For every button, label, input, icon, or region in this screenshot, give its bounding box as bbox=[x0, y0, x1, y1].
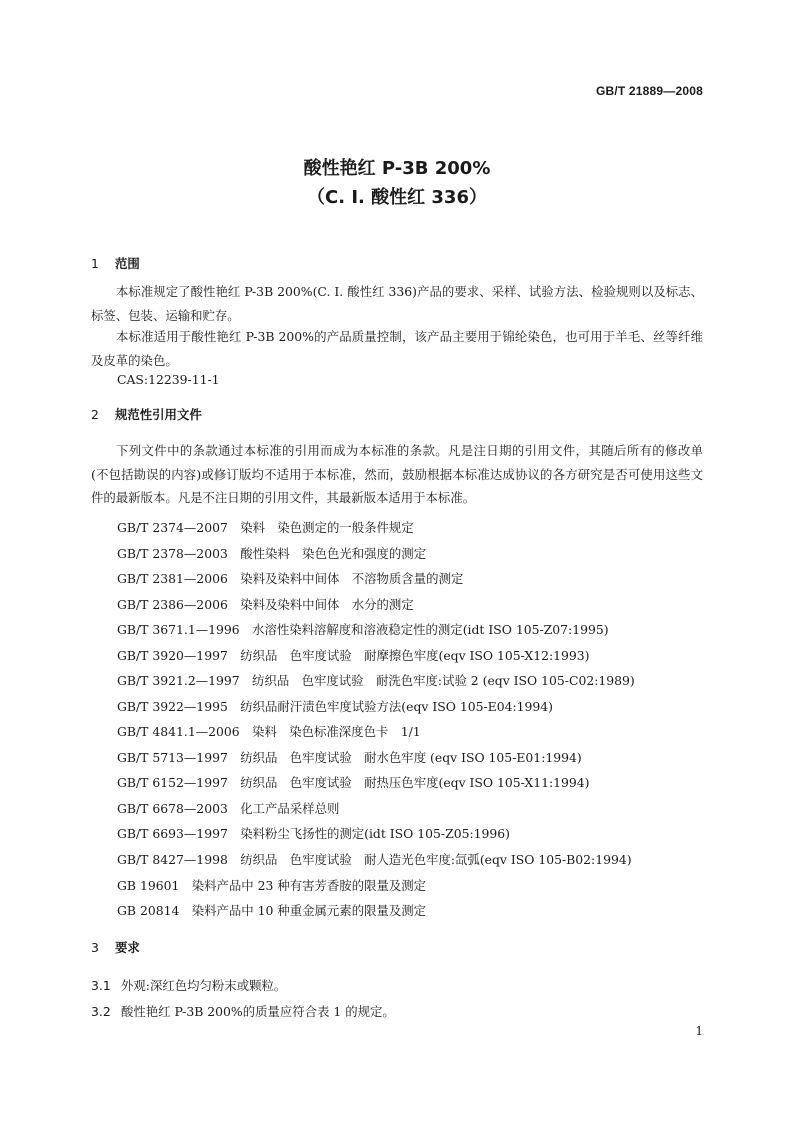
standard-number: GB/T 21889—2008 bbox=[595, 84, 703, 98]
document-subtitle: （C. I. 酸性红 336） bbox=[307, 187, 487, 208]
subclause-number: 3.2 bbox=[91, 1004, 111, 1019]
reference-item: GB/T 3671.1—1996 水溶性染料溶解度和溶液稳定性的测定(idt ISO 105-Z07:1995) bbox=[117, 622, 609, 637]
section-title: 规范性引用文件 bbox=[115, 407, 202, 422]
document-title: 酸性艳红 P-3B 200% bbox=[303, 158, 491, 179]
scope-paragraph-2: 本标准适用于酸性艳红 P-3B 200%的产品质量控制，该产品主要用于锦纶染色，也可用于羊毛、丝等纤维及皮革的染色。 bbox=[91, 329, 703, 368]
subclause-appearance bbox=[91, 976, 286, 994]
section-heading-scope bbox=[91, 254, 140, 272]
reference-item: GB/T 3922—1995 纺织品耐汗渍色牢度试验方法(eqv ISO 105-E04:1994) bbox=[117, 699, 554, 714]
reference-item: GB/T 6678—2003 化工产品采样总则 bbox=[117, 801, 340, 816]
references-intro: 下列文件中的条款通过本标准的引用而成为本标准的条款。凡是注日期的引用文件，其随后所有的修改单(不包括勘误的内容)或修订版均不适用于本标准，然而，鼓励根据本标准达成协议的各方研究是否可使用这些文件的最新版本。凡是不注日期的引用文件，其最新版本适用于本标准。 bbox=[91, 443, 703, 505]
subclause-text: 外观:深红色均匀粉末或颗粒。 bbox=[121, 978, 287, 993]
cas-number: CAS:12239-11-1 bbox=[117, 372, 220, 387]
reference-item: GB/T 8427—1998 纺织品 色牢度试验 耐人造光色牢度:氙弧(eqv ISO 105-B02:1994) bbox=[117, 852, 632, 867]
page-number: 1 bbox=[695, 1024, 703, 1038]
section-number: 1 bbox=[91, 256, 99, 271]
reference-item: GB/T 6693—1997 染料粉尘飞扬性的测定(idt ISO 105-Z05:1996) bbox=[117, 826, 511, 841]
reference-item: GB 19601 染料产品中 23 种有害芳香胺的限量及测定 bbox=[117, 878, 427, 893]
subclause-quality bbox=[91, 1002, 395, 1020]
reference-item: GB/T 6152—1997 纺织品 色牢度试验 耐热压色牢度(eqv ISO 105-X11:1994) bbox=[117, 775, 590, 790]
subclause-number: 3.1 bbox=[91, 978, 111, 993]
reference-item: GB/T 5713—1997 纺织品 色牢度试验 耐水色牢度 (eqv ISO 105-E01:1994) bbox=[117, 750, 582, 765]
section-title: 要求 bbox=[115, 940, 140, 955]
section-heading-normative-references bbox=[91, 405, 202, 423]
reference-item: GB/T 4841.1—2006 染料 染色标准深度色卡 1/1 bbox=[117, 724, 421, 739]
reference-item: GB 20814 染料产品中 10 种重金属元素的限量及测定 bbox=[117, 903, 427, 918]
scope-paragraph-1: 本标准规定了酸性艳红 P-3B 200%(C. I. 酸性红 336)产品的要求、采样、试验方法、检验规则以及标志、标签、包装、运输和贮存。 bbox=[91, 284, 703, 323]
section-heading-requirements bbox=[91, 938, 140, 956]
reference-item: GB/T 3920—1997 纺织品 色牢度试验 耐摩擦色牢度(eqv ISO 105-X12:1993) bbox=[117, 648, 590, 663]
reference-item: GB/T 2386—2006 染料及染料中间体 水分的测定 bbox=[117, 597, 414, 612]
section-number: 2 bbox=[91, 407, 99, 422]
reference-item: GB/T 2374—2007 染料 染色测定的一般条件规定 bbox=[117, 520, 414, 535]
reference-item: GB/T 2381—2006 染料及染料中间体 不溶物质含量的测定 bbox=[117, 571, 464, 586]
reference-item: GB/T 3921.2—1997 纺织品 色牢度试验 耐洗色牢度:试验 2 (eqv ISO 105-C02:1989) bbox=[117, 673, 635, 688]
section-title: 范围 bbox=[115, 256, 140, 271]
subclause-text: 酸性艳红 P-3B 200%的质量应符合表 1 的规定。 bbox=[121, 1004, 395, 1019]
reference-item: GB/T 2378—2003 酸性染料 染色色光和强度的测定 bbox=[117, 546, 427, 561]
section-number: 3 bbox=[91, 940, 99, 955]
